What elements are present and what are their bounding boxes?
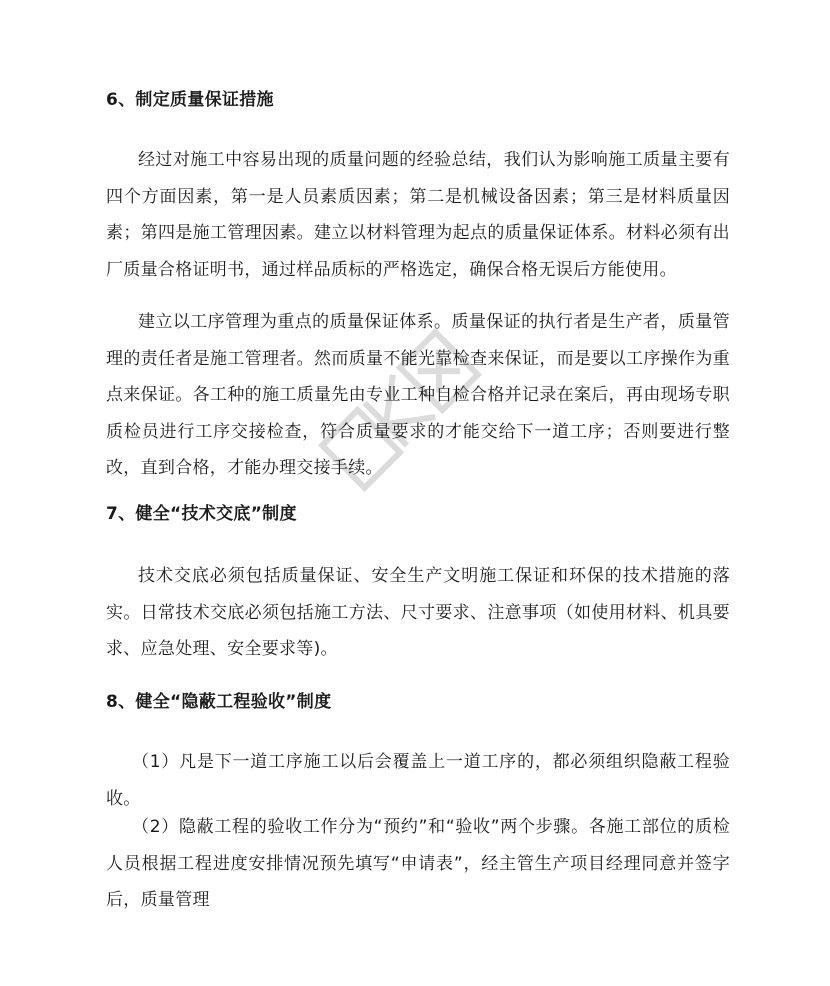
- section-7-heading: 7、健全“技术交底”制度: [106, 504, 297, 524]
- section-8-heading: 8、健全“隐蔽工程验收”制度: [106, 692, 332, 712]
- section-6-heading: 6、制定质量保证措施: [106, 90, 274, 110]
- section-8-item-1: （1）凡是下一道工序施工以后会覆盖上一道工序的，都必须组织隐蔽工程验收。: [106, 752, 730, 809]
- section-8-item-2: （2）隐蔽工程的验收工作分为“预约”和“验收”两个步骤。各施工部位的质检人员根据工程进度安排情况预先填写“申请表”，经主管生产项目经理同意并签字后，质量管理: [106, 817, 730, 910]
- section-6-paragraph-1: 经过对施工中容易出现的质量问题的经验总结，我们认为影响施工质量主要有四个方面因素，第一是人员素质因素；第二是机械设备因素；第三是材料质量因素；第四是施工管理因素。建立以材料管理为起点的质量保证体系。材料必须有出厂质量合格证明书，通过样品质标的严格选定，确保合格无误后方能使用。: [106, 150, 730, 280]
- section-7-paragraph-1: 技术交底必须包括质量保证、安全生产文明施工保证和环保的技术措施的落实。日常技术交底必须包括施工方法、尺寸要求、注意事项（如使用材料、机具要求、应急处理、安全要求等)。: [106, 566, 730, 659]
- section-6-paragraph-2: 建立以工序管理为重点的质量保证体系。质量保证的执行者是生产者，质量管理的责任者是施工管理者。然而质量不能光靠检查来保证，而是要以工序操作为重点来保证。各工种的施工质量先由专业工种自检合格并记录在案后，再由现场专职质检员进行工序交接检查，符合质量要求的才能交给下一道工序；否则要进行整改，直到合格，才能办理交接手续。: [106, 312, 730, 478]
